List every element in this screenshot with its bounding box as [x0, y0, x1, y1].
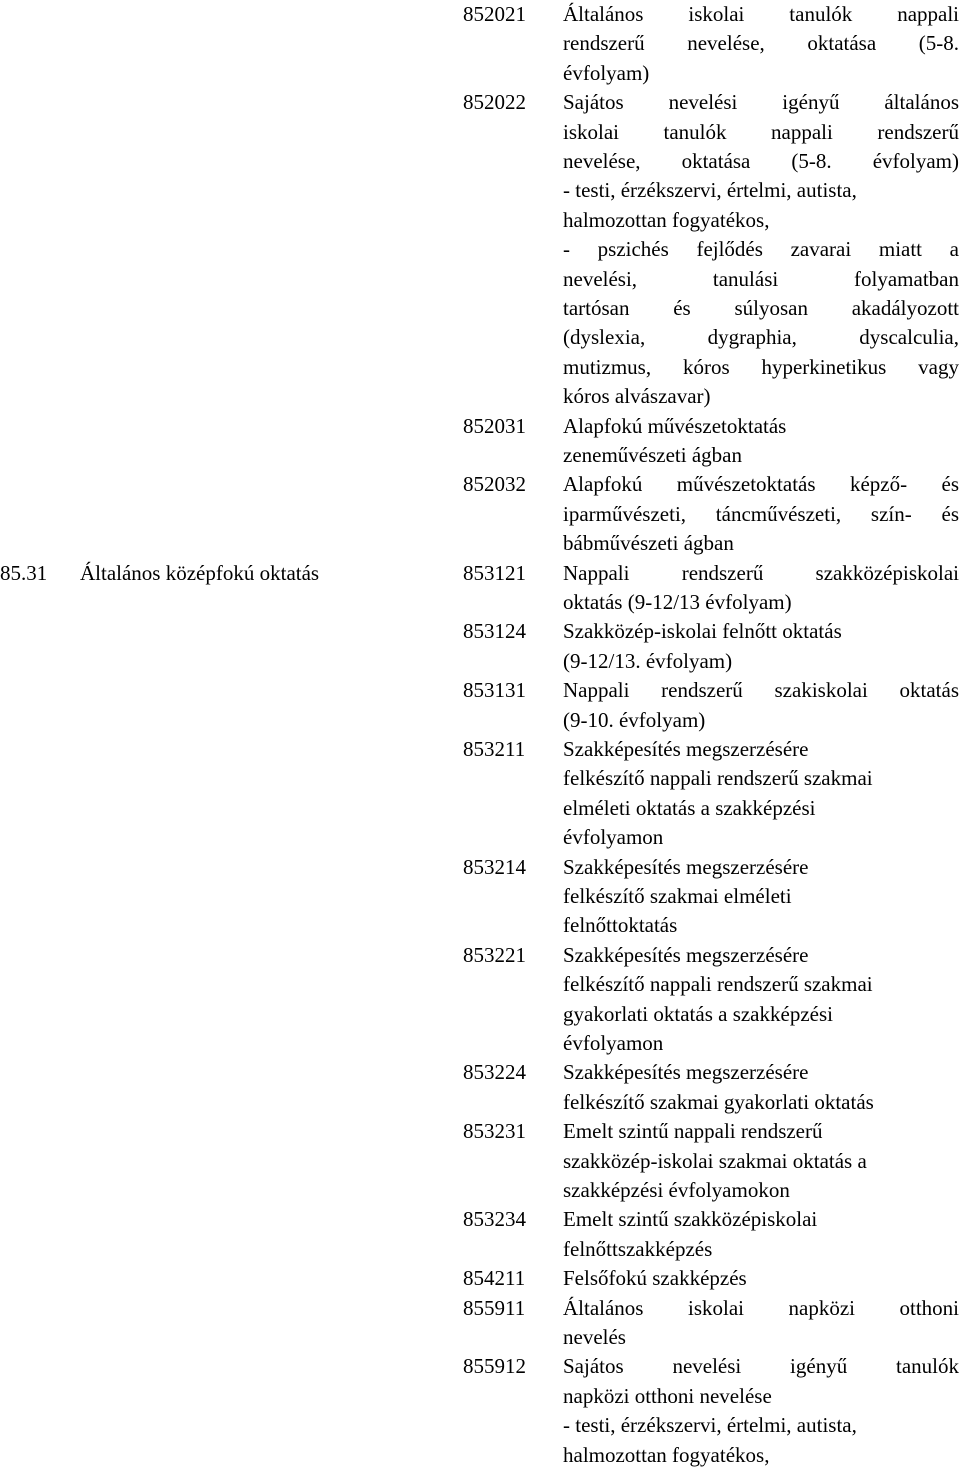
activity-description: felnőttszakképzés	[563, 1236, 713, 1261]
row-line	[0, 1352, 960, 1381]
activity-description: nevelési, tanulási folyamatban	[563, 266, 959, 291]
row-line	[0, 441, 960, 470]
activity-description: Alapfokú művészetoktatás képző- és	[563, 472, 959, 497]
activity-description: (9-12/13. évfolyam)	[563, 648, 733, 673]
activity-description: gyakorlati oktatás a szakképzési	[563, 1001, 833, 1026]
row-line	[0, 617, 960, 646]
row-line	[0, 735, 960, 764]
section-code: 85.31	[0, 560, 48, 585]
activity-description: Emelt szintű nappali rendszerű	[563, 1119, 823, 1144]
activity-description: szakközép-iskolai szakmai oktatás a	[563, 1148, 867, 1173]
activity-description: Szakközép-iskolai felnőtt oktatás	[563, 619, 842, 644]
activity-description: zeneművészeti ágban	[563, 443, 742, 467]
activity-description: halmozottan fogyatékos,	[563, 207, 770, 232]
activity-description: Sajátos nevelési igényű általános	[563, 90, 959, 115]
activity-description: Szakképesítés megszerzésére	[563, 854, 809, 879]
row-line	[0, 88, 960, 117]
activity-code: 852022	[463, 90, 526, 115]
activity-code: 853124	[463, 619, 526, 644]
activity-description: Általános iskolai napközi otthoni	[563, 1295, 959, 1320]
activity-description: (dyslexia, dygraphia, dyscalculia,	[563, 325, 959, 350]
row-line	[0, 382, 960, 411]
row-line	[0, 1235, 960, 1264]
activity-description: oktatás (9-12/13 évfolyam)	[563, 590, 792, 614]
activity-description: Felsőfokú szakképzés	[563, 1266, 747, 1291]
row-line	[0, 0, 960, 29]
row-line	[0, 764, 960, 793]
activity-description: bábművészeti ágban	[563, 531, 734, 556]
activity-description: tartósan és súlyosan akadályozott	[563, 296, 959, 320]
row-line	[0, 500, 960, 529]
row-line	[0, 676, 960, 705]
section-title: Általános középfokú oktatás	[80, 560, 320, 585]
activity-description: Általános iskolai tanulók nappali	[563, 2, 959, 26]
activity-description: - testi, érzékszervi, értelmi, autista,	[563, 178, 857, 203]
row-line	[0, 1382, 960, 1411]
activity-description: kóros alvászavar)	[563, 384, 711, 409]
activity-code: 853131	[463, 678, 526, 703]
activity-description: Nappali rendszerű szakközépiskolai	[563, 560, 959, 585]
activity-description: Nappali rendszerű szakiskolai oktatás	[563, 678, 959, 703]
row-line	[0, 1117, 960, 1146]
row-line	[0, 1000, 960, 1029]
activity-description: napközi otthoni nevelése	[563, 1383, 772, 1408]
activity-code: 854211	[463, 1266, 526, 1291]
activity-description: iparművészeti, táncművészeti, szín- és	[563, 501, 959, 526]
row-line	[0, 176, 960, 205]
row-line	[0, 59, 960, 88]
row-line	[0, 323, 960, 352]
row-line	[0, 1441, 960, 1470]
row-line	[0, 118, 960, 147]
row-line	[0, 412, 960, 441]
activity-description: Emelt szintű szakközépiskolai	[563, 1207, 818, 1232]
activity-description: halmozottan fogyatékos,	[563, 1442, 770, 1467]
activity-code: 853121	[463, 560, 526, 585]
row-line	[0, 470, 960, 499]
activity-description: iskolai tanulók nappali rendszerű	[563, 119, 959, 144]
row-line	[0, 1176, 960, 1205]
activity-description: - testi, érzékszervi, értelmi, autista,	[563, 1413, 857, 1438]
activity-description: mutizmus, kóros hyperkinetikus vagy	[563, 354, 959, 379]
activity-description: felkészítő szakmai gyakorlati oktatás	[563, 1089, 874, 1114]
row-line	[0, 941, 960, 970]
row-line	[0, 1029, 960, 1058]
row-line	[0, 882, 960, 911]
activity-description: rendszerű nevelése, oktatása (5-8.	[563, 31, 959, 56]
row-line	[0, 294, 960, 323]
activity-description: elméleti oktatás a szakképzési	[563, 795, 816, 820]
row-line	[0, 206, 960, 235]
row-line	[0, 529, 960, 558]
activity-code: 853231	[463, 1119, 526, 1144]
activity-description: évfolyamon	[563, 825, 664, 850]
activity-description: szakképzési évfolyamokon	[563, 1178, 790, 1202]
row-line	[0, 1147, 960, 1176]
activity-description: felkészítő nappali rendszerű szakmai	[563, 766, 873, 791]
activity-code: 855912	[463, 1354, 526, 1379]
activity-description: - pszichés fejlődés zavarai miatt a	[563, 237, 959, 262]
row-line	[0, 559, 960, 588]
activity-code: 852021	[463, 2, 526, 26]
row-line	[0, 1323, 960, 1352]
activity-code: 853211	[463, 737, 526, 761]
row-line	[0, 1264, 960, 1293]
activity-code: 853234	[463, 1207, 526, 1232]
row-line	[0, 970, 960, 999]
row-line	[0, 647, 960, 676]
activity-code: 853221	[463, 942, 526, 967]
activity-description: Sajátos nevelési igényű tanulók	[563, 1354, 959, 1379]
row-line	[0, 853, 960, 882]
activity-description: Szakképesítés megszerzésére	[563, 1060, 809, 1085]
row-line	[0, 823, 960, 852]
activity-description: Szakképesítés megszerzésére	[563, 942, 809, 967]
activity-description: nevelése, oktatása (5-8. évfolyam)	[563, 149, 959, 173]
activity-description: felkészítő nappali rendszerű szakmai	[563, 972, 873, 997]
activity-code: 852031	[463, 413, 526, 438]
row-line	[0, 1205, 960, 1234]
activity-description: (9-10. évfolyam)	[563, 707, 706, 732]
row-line	[0, 235, 960, 264]
activity-description: Alapfokú művészetoktatás	[563, 413, 787, 438]
activity-code: 855911	[463, 1295, 526, 1320]
activity-code: 853224	[463, 1060, 526, 1085]
row-line	[0, 706, 960, 735]
activity-description: évfolyam)	[563, 60, 650, 85]
activity-description: Szakképesítés megszerzésére	[563, 737, 809, 761]
row-line	[0, 147, 960, 176]
row-line	[0, 794, 960, 823]
activity-code: 852032	[463, 472, 526, 497]
activity-description: felkészítő szakmai elméleti	[563, 884, 792, 908]
row-line	[0, 911, 960, 940]
activity-description: nevelés	[563, 1325, 626, 1349]
row-line	[0, 353, 960, 382]
row-line	[0, 1294, 960, 1323]
activity-code: 853214	[463, 854, 526, 879]
row-line	[0, 29, 960, 58]
row-line	[0, 1058, 960, 1087]
row-line	[0, 265, 960, 294]
activity-description: felnőttoktatás	[563, 913, 678, 938]
row-line	[0, 588, 960, 617]
activity-description: évfolyamon	[563, 1031, 664, 1055]
row-line	[0, 1411, 960, 1440]
row-line	[0, 1088, 960, 1117]
